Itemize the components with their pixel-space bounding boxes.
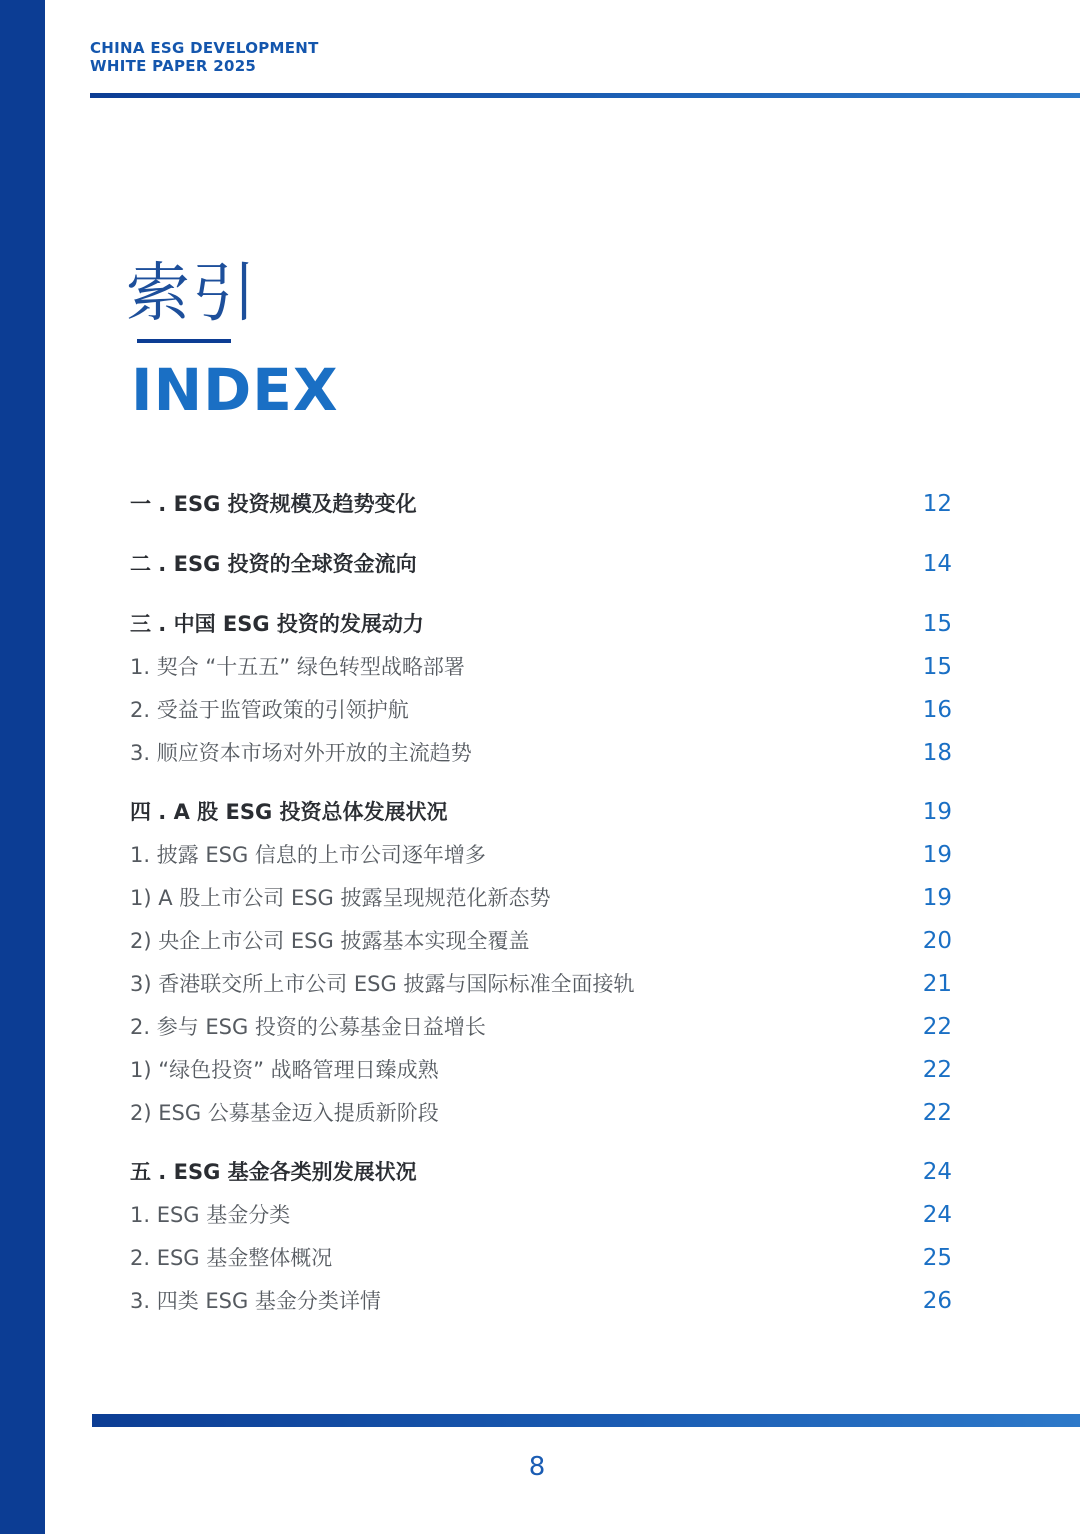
page-number: 8 [528,1452,546,1482]
toc-entry-label: 一 . ESG 投资规模及趋势变化 [130,492,417,516]
toc-page-number: 19 [922,885,952,911]
page-title-english: INDEX [131,356,339,424]
toc-entry-label: 三 . 中国 ESG 投资的发展动力 [130,612,424,636]
toc-row[interactable] [130,1011,960,1043]
toc-page-number: 22 [922,1057,952,1083]
toc-page-number: 15 [922,611,952,637]
toc-page-number: 24 [922,1159,952,1185]
toc-page-number: 19 [922,842,952,868]
toc-entry-label: 1) “绿色投资” 战略管理日臻成熟 [130,1058,439,1082]
toc-page-number: 26 [922,1288,952,1314]
toc-entry-label: 1. ESG 基金分类 [130,1203,291,1227]
toc-row[interactable] [130,968,960,1000]
toc-row[interactable] [130,548,960,580]
left-accent-bar [0,0,45,1534]
toc-page-number: 22 [922,1014,952,1040]
toc-entry-label: 2) ESG 公募基金迈入提质新阶段 [130,1101,439,1125]
toc-row[interactable] [130,1054,960,1086]
toc-row[interactable] [130,694,960,726]
toc-entry-label: 四 . A 股 ESG 投资总体发展状况 [130,800,448,824]
toc-row[interactable] [130,1199,960,1231]
toc-page-number: 15 [922,654,952,680]
title-underline [137,339,231,343]
toc-entry-label: 3. 四类 ESG 基金分类详情 [130,1289,381,1313]
toc-entry-label: 2. ESG 基金整体概况 [130,1246,333,1270]
header-divider [90,93,1080,98]
document-header [90,39,319,75]
toc-entry-label: 1) A 股上市公司 ESG 披露呈现规范化新态势 [130,886,551,910]
footer-divider [92,1414,1080,1427]
toc-row[interactable] [130,488,960,520]
toc-entry-label: 3. 顺应资本市场对外开放的主流趋势 [130,741,472,765]
toc-page-number: 12 [922,491,952,517]
toc-entry-label: 二 . ESG 投资的全球资金流向 [130,552,417,576]
toc-row[interactable] [130,1097,960,1129]
toc-page-number: 20 [922,928,952,954]
toc-row[interactable] [130,1156,960,1188]
toc-entry-label: 2) 央企上市公司 ESG 披露基本实现全覆盖 [130,929,530,953]
header-line-2: WHITE PAPER 2025 [90,57,257,75]
toc-page-number: 18 [922,740,952,766]
toc-entry-label: 2. 参与 ESG 投资的公募基金日益增长 [130,1015,486,1039]
toc-page-number: 21 [922,971,952,997]
toc-row[interactable] [130,925,960,957]
toc-page-number: 19 [922,799,952,825]
toc-entry-label: 2. 受益于监管政策的引领护航 [130,698,409,722]
toc-row[interactable] [130,608,960,640]
page-title-chinese: 索引 [126,257,258,331]
toc-row[interactable] [130,796,960,828]
toc-row[interactable] [130,737,960,769]
toc-page-number: 14 [922,551,952,577]
toc-row[interactable] [130,882,960,914]
toc-row[interactable] [130,1242,960,1274]
toc-row[interactable] [130,839,960,871]
toc-entry-label: 1. 披露 ESG 信息的上市公司逐年增多 [130,843,486,867]
toc-page-number: 24 [922,1202,952,1228]
toc-page-number: 22 [922,1100,952,1126]
toc-page-number: 25 [922,1245,952,1271]
toc-row[interactable] [130,651,960,683]
header-line-1: CHINA ESG DEVELOPMENT [90,39,319,57]
toc-entry-label: 五 . ESG 基金各类别发展状况 [130,1160,417,1184]
toc-row[interactable] [130,1285,960,1317]
toc-entry-label: 3) 香港联交所上市公司 ESG 披露与国际标准全面接轨 [130,972,635,996]
toc-page-number: 16 [922,697,952,723]
toc-entry-label: 1. 契合 “十五五” 绿色转型战略部署 [130,655,465,679]
